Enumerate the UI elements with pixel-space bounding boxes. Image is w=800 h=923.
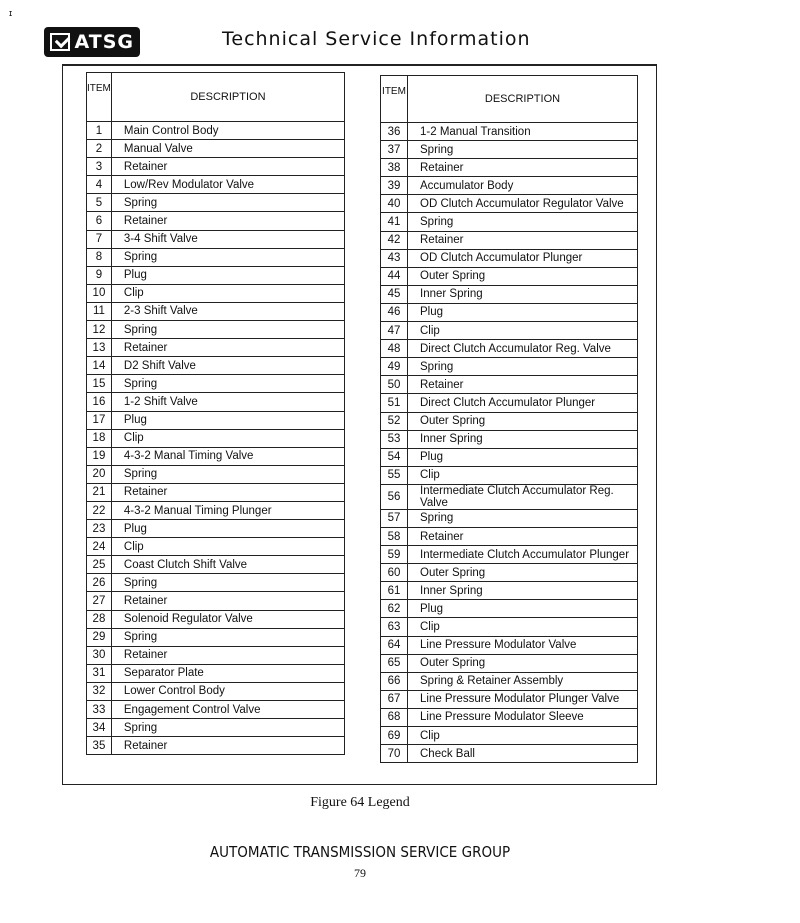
table-row bbox=[381, 358, 638, 376]
item-description: Lower Control Body bbox=[111, 682, 344, 700]
table-row bbox=[381, 177, 638, 195]
table-row bbox=[381, 727, 638, 745]
item-description: Retainer bbox=[111, 483, 344, 501]
item-number: 20 bbox=[87, 465, 112, 483]
item-number: 23 bbox=[87, 520, 112, 538]
table-row bbox=[87, 266, 345, 284]
table-row bbox=[381, 340, 638, 358]
item-description: Plug bbox=[408, 448, 638, 466]
table-row bbox=[87, 447, 345, 465]
logo-text: ATSG bbox=[74, 31, 134, 53]
table-row bbox=[87, 176, 345, 194]
item-number: 13 bbox=[87, 339, 112, 357]
item-number: 46 bbox=[381, 303, 408, 321]
item-number: 51 bbox=[381, 394, 408, 412]
item-number: 30 bbox=[87, 646, 112, 664]
item-description: Retainer bbox=[408, 159, 638, 177]
table-row bbox=[87, 284, 345, 302]
item-number: 66 bbox=[381, 672, 408, 690]
item-description: Clip bbox=[408, 466, 638, 484]
table-row bbox=[87, 719, 345, 737]
item-number: 27 bbox=[87, 592, 112, 610]
item-number: 64 bbox=[381, 636, 408, 654]
table-row bbox=[87, 194, 345, 212]
scan-mark: ɪ bbox=[9, 8, 13, 18]
item-number: 59 bbox=[381, 546, 408, 564]
atsg-logo bbox=[44, 27, 140, 57]
table-row bbox=[381, 546, 638, 564]
item-description: Inner Spring bbox=[408, 285, 638, 303]
item-description: Clip bbox=[111, 429, 344, 447]
item-description: Spring bbox=[111, 628, 344, 646]
table-row bbox=[381, 394, 638, 412]
item-description: Accumulator Body bbox=[408, 177, 638, 195]
item-number: 47 bbox=[381, 322, 408, 340]
table-row bbox=[87, 248, 345, 266]
item-number: 24 bbox=[87, 538, 112, 556]
table-row bbox=[87, 411, 345, 429]
table-row bbox=[87, 737, 345, 755]
table-row bbox=[87, 483, 345, 501]
item-description: Low/Rev Modulator Valve bbox=[111, 176, 344, 194]
table-row bbox=[381, 412, 638, 430]
table-row bbox=[87, 646, 345, 664]
item-number: 34 bbox=[87, 719, 112, 737]
item-description: Retainer bbox=[111, 592, 344, 610]
table-row bbox=[381, 600, 638, 618]
item-description: Retainer bbox=[111, 339, 344, 357]
figure-caption: Figure 64 Legend bbox=[310, 795, 410, 810]
item-description: Clip bbox=[408, 618, 638, 636]
item-description: Coast Clutch Shift Valve bbox=[111, 556, 344, 574]
table-row bbox=[381, 267, 638, 285]
item-number: 1 bbox=[87, 122, 112, 140]
table-row bbox=[381, 618, 638, 636]
item-description: Clip bbox=[408, 322, 638, 340]
table-row bbox=[381, 509, 638, 527]
item-description: Retainer bbox=[408, 527, 638, 545]
item-description: Outer Spring bbox=[408, 654, 638, 672]
item-description: Engagement Control Valve bbox=[111, 701, 344, 719]
table-row bbox=[87, 465, 345, 483]
item-number: 40 bbox=[381, 195, 408, 213]
item-number: 61 bbox=[381, 582, 408, 600]
table-row bbox=[87, 140, 345, 158]
item-number: 44 bbox=[381, 267, 408, 285]
table-row bbox=[381, 484, 638, 509]
item-number: 7 bbox=[87, 230, 112, 248]
item-description: 1-2 Manual Transition bbox=[408, 123, 638, 141]
item-description: 4-3-2 Manual Timing Plunger bbox=[111, 501, 344, 519]
table-row bbox=[87, 158, 345, 176]
item-number: 45 bbox=[381, 285, 408, 303]
table-row bbox=[381, 195, 638, 213]
table-row bbox=[87, 230, 345, 248]
item-description: Spring bbox=[408, 358, 638, 376]
item-description: 4-3-2 Manal Timing Valve bbox=[111, 447, 344, 465]
item-description: Plug bbox=[111, 411, 344, 429]
item-description: Spring bbox=[111, 465, 344, 483]
item-description: Retainer bbox=[408, 231, 638, 249]
item-number: 4 bbox=[87, 176, 112, 194]
item-description: 2-3 Shift Valve bbox=[111, 302, 344, 320]
table-row bbox=[87, 520, 345, 538]
item-description: OD Clutch Accumulator Regulator Valve bbox=[408, 195, 638, 213]
item-description: 3-4 Shift Valve bbox=[111, 230, 344, 248]
table-row bbox=[87, 538, 345, 556]
item-description: Line Pressure Modulator Plunger Valve bbox=[408, 690, 638, 708]
table-row bbox=[87, 701, 345, 719]
item-description: Separator Plate bbox=[111, 664, 344, 682]
item-description: D2 Shift Valve bbox=[111, 357, 344, 375]
item-number: 38 bbox=[381, 159, 408, 177]
table-row bbox=[87, 357, 345, 375]
item-number: 18 bbox=[87, 429, 112, 447]
item-description: Main Control Body bbox=[111, 122, 344, 140]
item-number: 33 bbox=[87, 701, 112, 719]
item-description: Outer Spring bbox=[408, 267, 638, 285]
table-row bbox=[381, 430, 638, 448]
table-row bbox=[381, 376, 638, 394]
item-number: 22 bbox=[87, 501, 112, 519]
item-description: Retainer bbox=[111, 737, 344, 755]
item-number: 26 bbox=[87, 574, 112, 592]
page-number: 79 bbox=[354, 866, 366, 880]
item-description: Outer Spring bbox=[408, 564, 638, 582]
item-number: 56 bbox=[381, 484, 408, 509]
legend-table-left bbox=[86, 72, 345, 755]
table-row bbox=[381, 527, 638, 545]
item-number: 36 bbox=[381, 123, 408, 141]
item-number: 9 bbox=[87, 266, 112, 284]
item-description: Spring bbox=[111, 574, 344, 592]
table-row bbox=[381, 123, 638, 141]
table-row bbox=[381, 448, 638, 466]
item-description: Solenoid Regulator Valve bbox=[111, 610, 344, 628]
item-number: 21 bbox=[87, 483, 112, 501]
item-number: 12 bbox=[87, 321, 112, 339]
item-number: 8 bbox=[87, 248, 112, 266]
item-number: 55 bbox=[381, 466, 408, 484]
checkmark-icon bbox=[50, 33, 70, 51]
item-number: 25 bbox=[87, 556, 112, 574]
table-row bbox=[87, 574, 345, 592]
item-description: Clip bbox=[408, 727, 638, 745]
item-description: Plug bbox=[111, 266, 344, 284]
table-row bbox=[381, 141, 638, 159]
table-header-row bbox=[381, 76, 638, 123]
item-description: Intermediate Clutch Accumulator Plunger bbox=[408, 546, 638, 564]
item-description: Retainer bbox=[111, 212, 344, 230]
item-description: Plug bbox=[111, 520, 344, 538]
item-number: 10 bbox=[87, 284, 112, 302]
item-number: 50 bbox=[381, 376, 408, 394]
item-description: OD Clutch Accumulator Plunger bbox=[408, 249, 638, 267]
item-column-header: ITEM bbox=[87, 73, 112, 122]
item-number: 65 bbox=[381, 654, 408, 672]
item-description: Check Ball bbox=[408, 745, 638, 763]
table-row bbox=[381, 466, 638, 484]
table-row bbox=[87, 321, 345, 339]
item-number: 43 bbox=[381, 249, 408, 267]
item-number: 42 bbox=[381, 231, 408, 249]
item-number: 28 bbox=[87, 610, 112, 628]
item-number: 54 bbox=[381, 448, 408, 466]
item-number: 49 bbox=[381, 358, 408, 376]
item-description: Spring bbox=[408, 213, 638, 231]
table-row bbox=[381, 564, 638, 582]
item-number: 3 bbox=[87, 158, 112, 176]
item-number: 37 bbox=[381, 141, 408, 159]
item-description: Spring bbox=[111, 375, 344, 393]
item-description: Retainer bbox=[111, 646, 344, 664]
description-column-header: DESCRIPTION bbox=[111, 73, 344, 122]
item-number: 17 bbox=[87, 411, 112, 429]
legend-table-right bbox=[380, 75, 638, 763]
item-description: Direct Clutch Accumulator Plunger bbox=[408, 394, 638, 412]
table-row bbox=[381, 708, 638, 726]
table-row bbox=[381, 690, 638, 708]
item-number: 16 bbox=[87, 393, 112, 411]
item-number: 35 bbox=[87, 737, 112, 755]
item-description: Clip bbox=[111, 538, 344, 556]
item-description: Retainer bbox=[408, 376, 638, 394]
item-description: Line Pressure Modulator Sleeve bbox=[408, 708, 638, 726]
item-number: 39 bbox=[381, 177, 408, 195]
table-row bbox=[87, 610, 345, 628]
item-number: 69 bbox=[381, 727, 408, 745]
table-row bbox=[381, 745, 638, 763]
item-description: Intermediate Clutch Accumulator Reg. Valve bbox=[408, 484, 638, 509]
item-number: 52 bbox=[381, 412, 408, 430]
item-description: Spring bbox=[408, 509, 638, 527]
table-row bbox=[87, 664, 345, 682]
table-row bbox=[381, 582, 638, 600]
item-number: 67 bbox=[381, 690, 408, 708]
item-description: 1-2 Shift Valve bbox=[111, 393, 344, 411]
item-description: Inner Spring bbox=[408, 430, 638, 448]
item-description: Spring bbox=[111, 248, 344, 266]
item-description: Line Pressure Modulator Valve bbox=[408, 636, 638, 654]
item-description: Spring & Retainer Assembly bbox=[408, 672, 638, 690]
item-description: Plug bbox=[408, 600, 638, 618]
item-number: 70 bbox=[381, 745, 408, 763]
item-number: 11 bbox=[87, 302, 112, 320]
table-row bbox=[87, 339, 345, 357]
table-row bbox=[381, 249, 638, 267]
table-row bbox=[381, 159, 638, 177]
table-row bbox=[381, 213, 638, 231]
item-number: 60 bbox=[381, 564, 408, 582]
page-title: Technical Service Information bbox=[222, 28, 531, 50]
table-row bbox=[87, 212, 345, 230]
item-column-header: ITEM bbox=[381, 76, 408, 123]
item-number: 2 bbox=[87, 140, 112, 158]
item-number: 32 bbox=[87, 682, 112, 700]
table-row bbox=[87, 429, 345, 447]
table-row bbox=[87, 556, 345, 574]
table-row bbox=[381, 231, 638, 249]
item-description: Manual Valve bbox=[111, 140, 344, 158]
item-number: 14 bbox=[87, 357, 112, 375]
item-number: 6 bbox=[87, 212, 112, 230]
item-description: Outer Spring bbox=[408, 412, 638, 430]
table-row bbox=[87, 592, 345, 610]
table-header-row bbox=[87, 73, 345, 122]
item-number: 15 bbox=[87, 375, 112, 393]
item-description: Retainer bbox=[111, 158, 344, 176]
item-number: 53 bbox=[381, 430, 408, 448]
table-row bbox=[87, 393, 345, 411]
table-row bbox=[381, 285, 638, 303]
item-number: 63 bbox=[381, 618, 408, 636]
item-number: 58 bbox=[381, 527, 408, 545]
item-number: 68 bbox=[381, 708, 408, 726]
item-description: Spring bbox=[111, 719, 344, 737]
item-description: Spring bbox=[408, 141, 638, 159]
table-row bbox=[381, 303, 638, 321]
item-description: Inner Spring bbox=[408, 582, 638, 600]
item-number: 19 bbox=[87, 447, 112, 465]
item-number: 48 bbox=[381, 340, 408, 358]
item-number: 5 bbox=[87, 194, 112, 212]
item-number: 29 bbox=[87, 628, 112, 646]
description-column-header: DESCRIPTION bbox=[408, 76, 638, 123]
footer-organization: AUTOMATIC TRANSMISSION SERVICE GROUP bbox=[209, 843, 511, 861]
item-description: Spring bbox=[111, 321, 344, 339]
table-row bbox=[87, 122, 345, 140]
item-number: 31 bbox=[87, 664, 112, 682]
item-number: 57 bbox=[381, 509, 408, 527]
item-description: Clip bbox=[111, 284, 344, 302]
table-row bbox=[381, 322, 638, 340]
table-row bbox=[87, 628, 345, 646]
table-row bbox=[381, 672, 638, 690]
table-row bbox=[87, 302, 345, 320]
table-row bbox=[381, 654, 638, 672]
item-number: 62 bbox=[381, 600, 408, 618]
item-description: Spring bbox=[111, 194, 344, 212]
table-row bbox=[87, 501, 345, 519]
item-description: Direct Clutch Accumulator Reg. Valve bbox=[408, 340, 638, 358]
item-number: 41 bbox=[381, 213, 408, 231]
item-description: Plug bbox=[408, 303, 638, 321]
table-row bbox=[381, 636, 638, 654]
table-row bbox=[87, 375, 345, 393]
table-row bbox=[87, 682, 345, 700]
